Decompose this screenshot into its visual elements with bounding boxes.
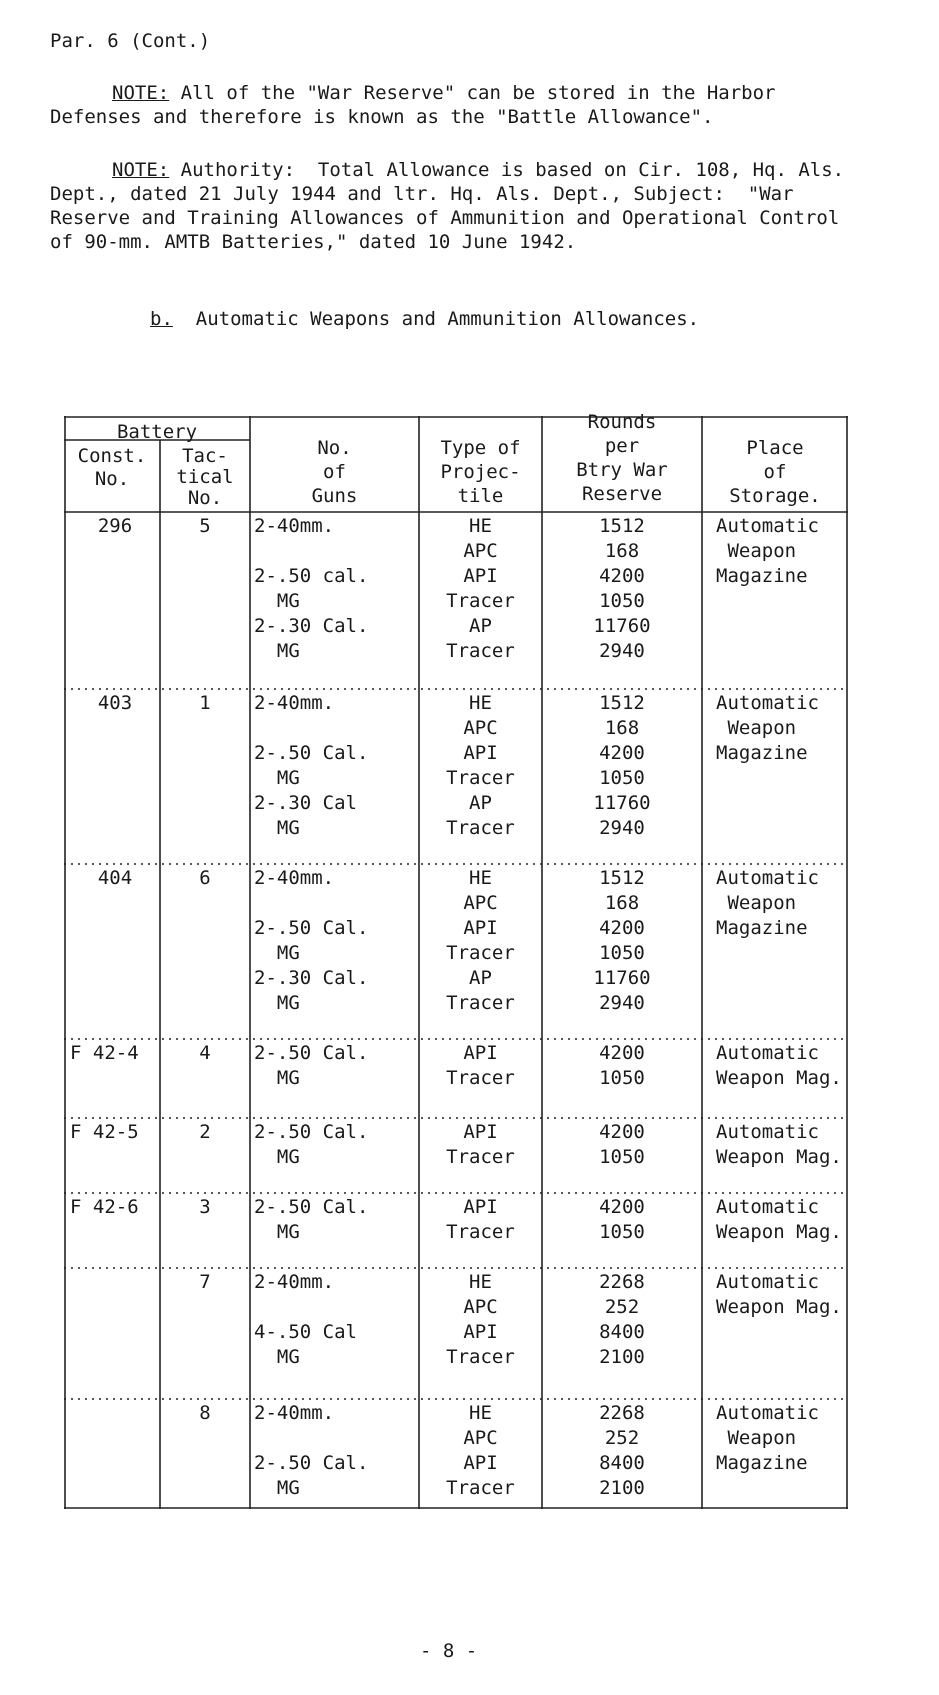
cell-rounds: 8400 — [599, 1452, 645, 1474]
cell-projectile-type: HE — [469, 515, 492, 537]
cell-projectile-type: APC — [463, 1296, 498, 1318]
cell-rounds: 1050 — [599, 1067, 645, 1089]
cell-tactical-no: 6 — [199, 867, 211, 889]
cell-guns: 2-40mm. — [254, 515, 335, 537]
cell-guns: MG — [254, 640, 300, 662]
cell-guns: 2-.50 Cal. — [254, 742, 369, 764]
header-no-of-guns: Guns — [311, 485, 358, 507]
cell-guns: 2-40mm. — [254, 867, 335, 889]
header-place-of-storage: of — [763, 461, 787, 483]
cell-projectile-type: Tracer — [446, 767, 515, 789]
cell-projectile-type: Tracer — [446, 590, 515, 612]
cell-projectile-type: Tracer — [446, 640, 515, 662]
cell-storage-place: Automatic — [716, 1121, 819, 1143]
cell-rounds: 1050 — [599, 590, 645, 612]
cell-guns: 2-40mm. — [254, 1402, 335, 1424]
cell-storage-place: Weapon Mag. — [716, 1221, 842, 1243]
cell-projectile-type: AP — [469, 792, 492, 814]
note-1 — [50, 80, 775, 106]
cell-projectile-type: HE — [469, 867, 492, 889]
header-rounds-per-btry: per — [604, 435, 640, 457]
cell-projectile-type: API — [463, 1321, 498, 1343]
cell-storage-place: Magazine — [716, 742, 808, 764]
cell-rounds: 11760 — [593, 615, 651, 637]
cell-storage-place: Magazine — [716, 917, 808, 939]
cell-tactical-no: 7 — [199, 1271, 211, 1293]
cell-projectile-type: APC — [463, 717, 498, 739]
cell-rounds: 11760 — [593, 967, 651, 989]
cell-rounds: 1050 — [599, 1221, 645, 1243]
cell-projectile-type: Tracer — [446, 817, 515, 839]
cell-rounds: 4200 — [599, 917, 645, 939]
cell-guns: 2-.30 Cal. — [254, 615, 369, 637]
section-heading — [150, 306, 699, 332]
cell-tactical-no: 2 — [199, 1121, 211, 1143]
cell-projectile-type: HE — [469, 692, 492, 714]
cell-rounds: 4200 — [599, 1196, 645, 1218]
cell-storage-place: Automatic — [716, 692, 819, 714]
header-battery: Battery — [116, 421, 198, 443]
cell-rounds: 4200 — [599, 1042, 645, 1064]
cell-rounds: 1512 — [599, 692, 645, 714]
cell-projectile-type: AP — [469, 615, 492, 637]
header-projectile-type: Projec- — [440, 461, 521, 483]
cell-storage-place: Weapon — [716, 892, 797, 914]
cell-guns: 2-.30 Cal. — [254, 967, 369, 989]
cell-projectile-type: APC — [463, 540, 498, 562]
cell-guns: MG — [254, 1477, 300, 1499]
cell-storage-place: Automatic — [716, 1271, 819, 1293]
header-place-of-storage: Storage. — [729, 485, 821, 507]
cell-const-no: 403 — [97, 692, 133, 714]
header-tactical-no: Tac- — [182, 445, 228, 467]
cell-projectile-type: API — [463, 917, 498, 939]
note-2-label: NOTE: — [112, 159, 170, 181]
note-2 — [50, 157, 844, 183]
section-label: b. — [150, 308, 173, 330]
cell-storage-place: Automatic — [716, 1042, 819, 1064]
cell-storage-place: Weapon Mag. — [716, 1067, 842, 1089]
cell-tactical-no: 1 — [199, 692, 211, 714]
note-2-line-4: of 90-mm. AMTB Batteries," dated 10 June 1942. — [50, 231, 577, 253]
cell-guns: MG — [254, 1067, 300, 1089]
cell-projectile-type: Tracer — [446, 1067, 515, 1089]
header-rounds-per-btry: Reserve — [581, 483, 663, 505]
cell-storage-place: Weapon — [716, 1427, 797, 1449]
cell-rounds: 1512 — [599, 867, 645, 889]
cell-rounds: 4200 — [599, 742, 645, 764]
cell-rounds: 2940 — [599, 640, 645, 662]
allowance-table — [64, 411, 848, 1509]
cell-const-no: F 42-5 — [70, 1121, 139, 1143]
header-rounds-per-btry: Rounds — [587, 411, 657, 433]
cell-rounds: 1050 — [599, 1146, 645, 1168]
cell-projectile-type: API — [463, 1196, 498, 1218]
cell-rounds: 2100 — [599, 1477, 645, 1499]
cell-guns: 4-.50 Cal — [254, 1321, 357, 1343]
cell-rounds: 2268 — [599, 1402, 645, 1424]
cell-rounds: 2940 — [599, 992, 645, 1014]
cell-rounds: 252 — [604, 1296, 640, 1318]
cell-storage-place: Magazine — [716, 1452, 808, 1474]
cell-tactical-no: 5 — [199, 515, 211, 537]
cell-projectile-type: API — [463, 1121, 498, 1143]
cell-rounds: 168 — [604, 717, 640, 739]
header-const-no: No. — [94, 468, 130, 490]
cell-rounds: 1512 — [599, 515, 645, 537]
note-2-line-3: Reserve and Training Allowances of Ammunition and Operational Control — [50, 207, 840, 229]
cell-guns: MG — [254, 767, 300, 789]
cell-projectile-type: API — [463, 1452, 498, 1474]
cell-guns: MG — [254, 992, 300, 1014]
cell-rounds: 4200 — [599, 565, 645, 587]
header-const-no: Const. — [77, 445, 147, 467]
cell-storage-place: Automatic — [716, 515, 819, 537]
cell-guns: MG — [254, 1346, 300, 1368]
cell-rounds: 4200 — [599, 1121, 645, 1143]
cell-guns: 2-.50 Cal. — [254, 1196, 369, 1218]
cell-guns: 2-.30 Cal — [254, 792, 357, 814]
cell-guns: MG — [254, 817, 300, 839]
cell-rounds: 1050 — [599, 767, 645, 789]
cell-storage-place: Automatic — [716, 1402, 819, 1424]
section-title: Automatic Weapons and Ammunition Allowances. — [172, 308, 700, 330]
cell-guns: 2-.50 Cal. — [254, 1042, 369, 1064]
cell-guns: 2-40mm. — [254, 692, 335, 714]
cell-projectile-type: API — [463, 742, 498, 764]
note-2-line-1: Authority: Total Allowance is based on Cir. 108, Hq. Als. — [169, 159, 845, 181]
page-header: Par. 6 (Cont.) — [50, 30, 211, 52]
cell-tactical-no: 8 — [199, 1402, 211, 1424]
cell-const-no: 404 — [97, 867, 133, 889]
page-number: - 8 - — [420, 1640, 478, 1662]
cell-storage-place: Weapon Mag. — [716, 1146, 842, 1168]
cell-rounds: 168 — [604, 892, 640, 914]
header-rounds-per-btry: Btry War — [576, 459, 668, 481]
cell-projectile-type: HE — [469, 1402, 492, 1424]
cell-projectile-type: API — [463, 1042, 498, 1064]
cell-rounds: 2100 — [599, 1346, 645, 1368]
cell-projectile-type: AP — [469, 967, 492, 989]
note-1-line-1: All of the "War Reserve" can be stored in the Harbor — [169, 82, 776, 104]
cell-projectile-type: Tracer — [446, 992, 515, 1014]
cell-guns: 2-.50 Cal. — [254, 917, 369, 939]
cell-storage-place: Automatic — [716, 1196, 819, 1218]
cell-guns: 2-.50 cal. — [254, 565, 369, 587]
cell-projectile-type: HE — [469, 1271, 492, 1293]
header-tactical-no: tical — [176, 466, 234, 488]
note-1-label: NOTE: — [112, 82, 170, 104]
note-1-line-2: Defenses and therefore is known as the "Battle Allowance". — [50, 106, 714, 128]
cell-projectile-type: Tracer — [446, 1346, 515, 1368]
cell-projectile-type: Tracer — [446, 942, 515, 964]
cell-const-no: 296 — [97, 515, 133, 537]
cell-const-no: F 42-6 — [70, 1196, 139, 1218]
cell-storage-place: Magazine — [716, 565, 808, 587]
cell-storage-place: Weapon — [716, 540, 797, 562]
cell-tactical-no: 3 — [199, 1196, 211, 1218]
header-no-of-guns: of — [323, 461, 346, 483]
cell-rounds: 8400 — [599, 1321, 645, 1343]
cell-rounds: 2268 — [599, 1271, 645, 1293]
cell-storage-place: Weapon — [716, 717, 797, 739]
header-place-of-storage: Place — [746, 437, 804, 459]
cell-projectile-type: API — [463, 565, 498, 587]
cell-rounds: 1050 — [599, 942, 645, 964]
cell-rounds: 2940 — [599, 817, 645, 839]
cell-const-no: F 42-4 — [70, 1042, 139, 1064]
cell-guns: MG — [254, 1146, 300, 1168]
cell-storage-place: Automatic — [716, 867, 819, 889]
cell-storage-place: Weapon Mag. — [716, 1296, 842, 1318]
cell-projectile-type: Tracer — [446, 1477, 515, 1499]
cell-rounds: 11760 — [593, 792, 651, 814]
cell-rounds: 168 — [604, 540, 640, 562]
cell-guns: 2-40mm. — [254, 1271, 335, 1293]
cell-tactical-no: 4 — [199, 1042, 211, 1064]
cell-projectile-type: APC — [463, 892, 498, 914]
cell-projectile-type: Tracer — [446, 1146, 515, 1168]
header-projectile-type: tile — [457, 485, 504, 507]
cell-guns: 2-.50 Cal. — [254, 1452, 369, 1474]
cell-guns: MG — [254, 590, 300, 612]
cell-rounds: 252 — [604, 1427, 640, 1449]
cell-guns: MG — [254, 942, 300, 964]
cell-guns: MG — [254, 1221, 300, 1243]
header-projectile-type: Type of — [440, 437, 521, 459]
cell-guns: 2-.50 Cal. — [254, 1121, 369, 1143]
cell-projectile-type: Tracer — [446, 1221, 515, 1243]
header-tactical-no: No. — [187, 487, 223, 509]
note-2-line-2: Dept., dated 21 July 1944 and ltr. Hq. Als. Dept., Subject: "War — [50, 183, 794, 205]
header-no-of-guns: No. — [317, 437, 352, 459]
cell-projectile-type: APC — [463, 1427, 498, 1449]
